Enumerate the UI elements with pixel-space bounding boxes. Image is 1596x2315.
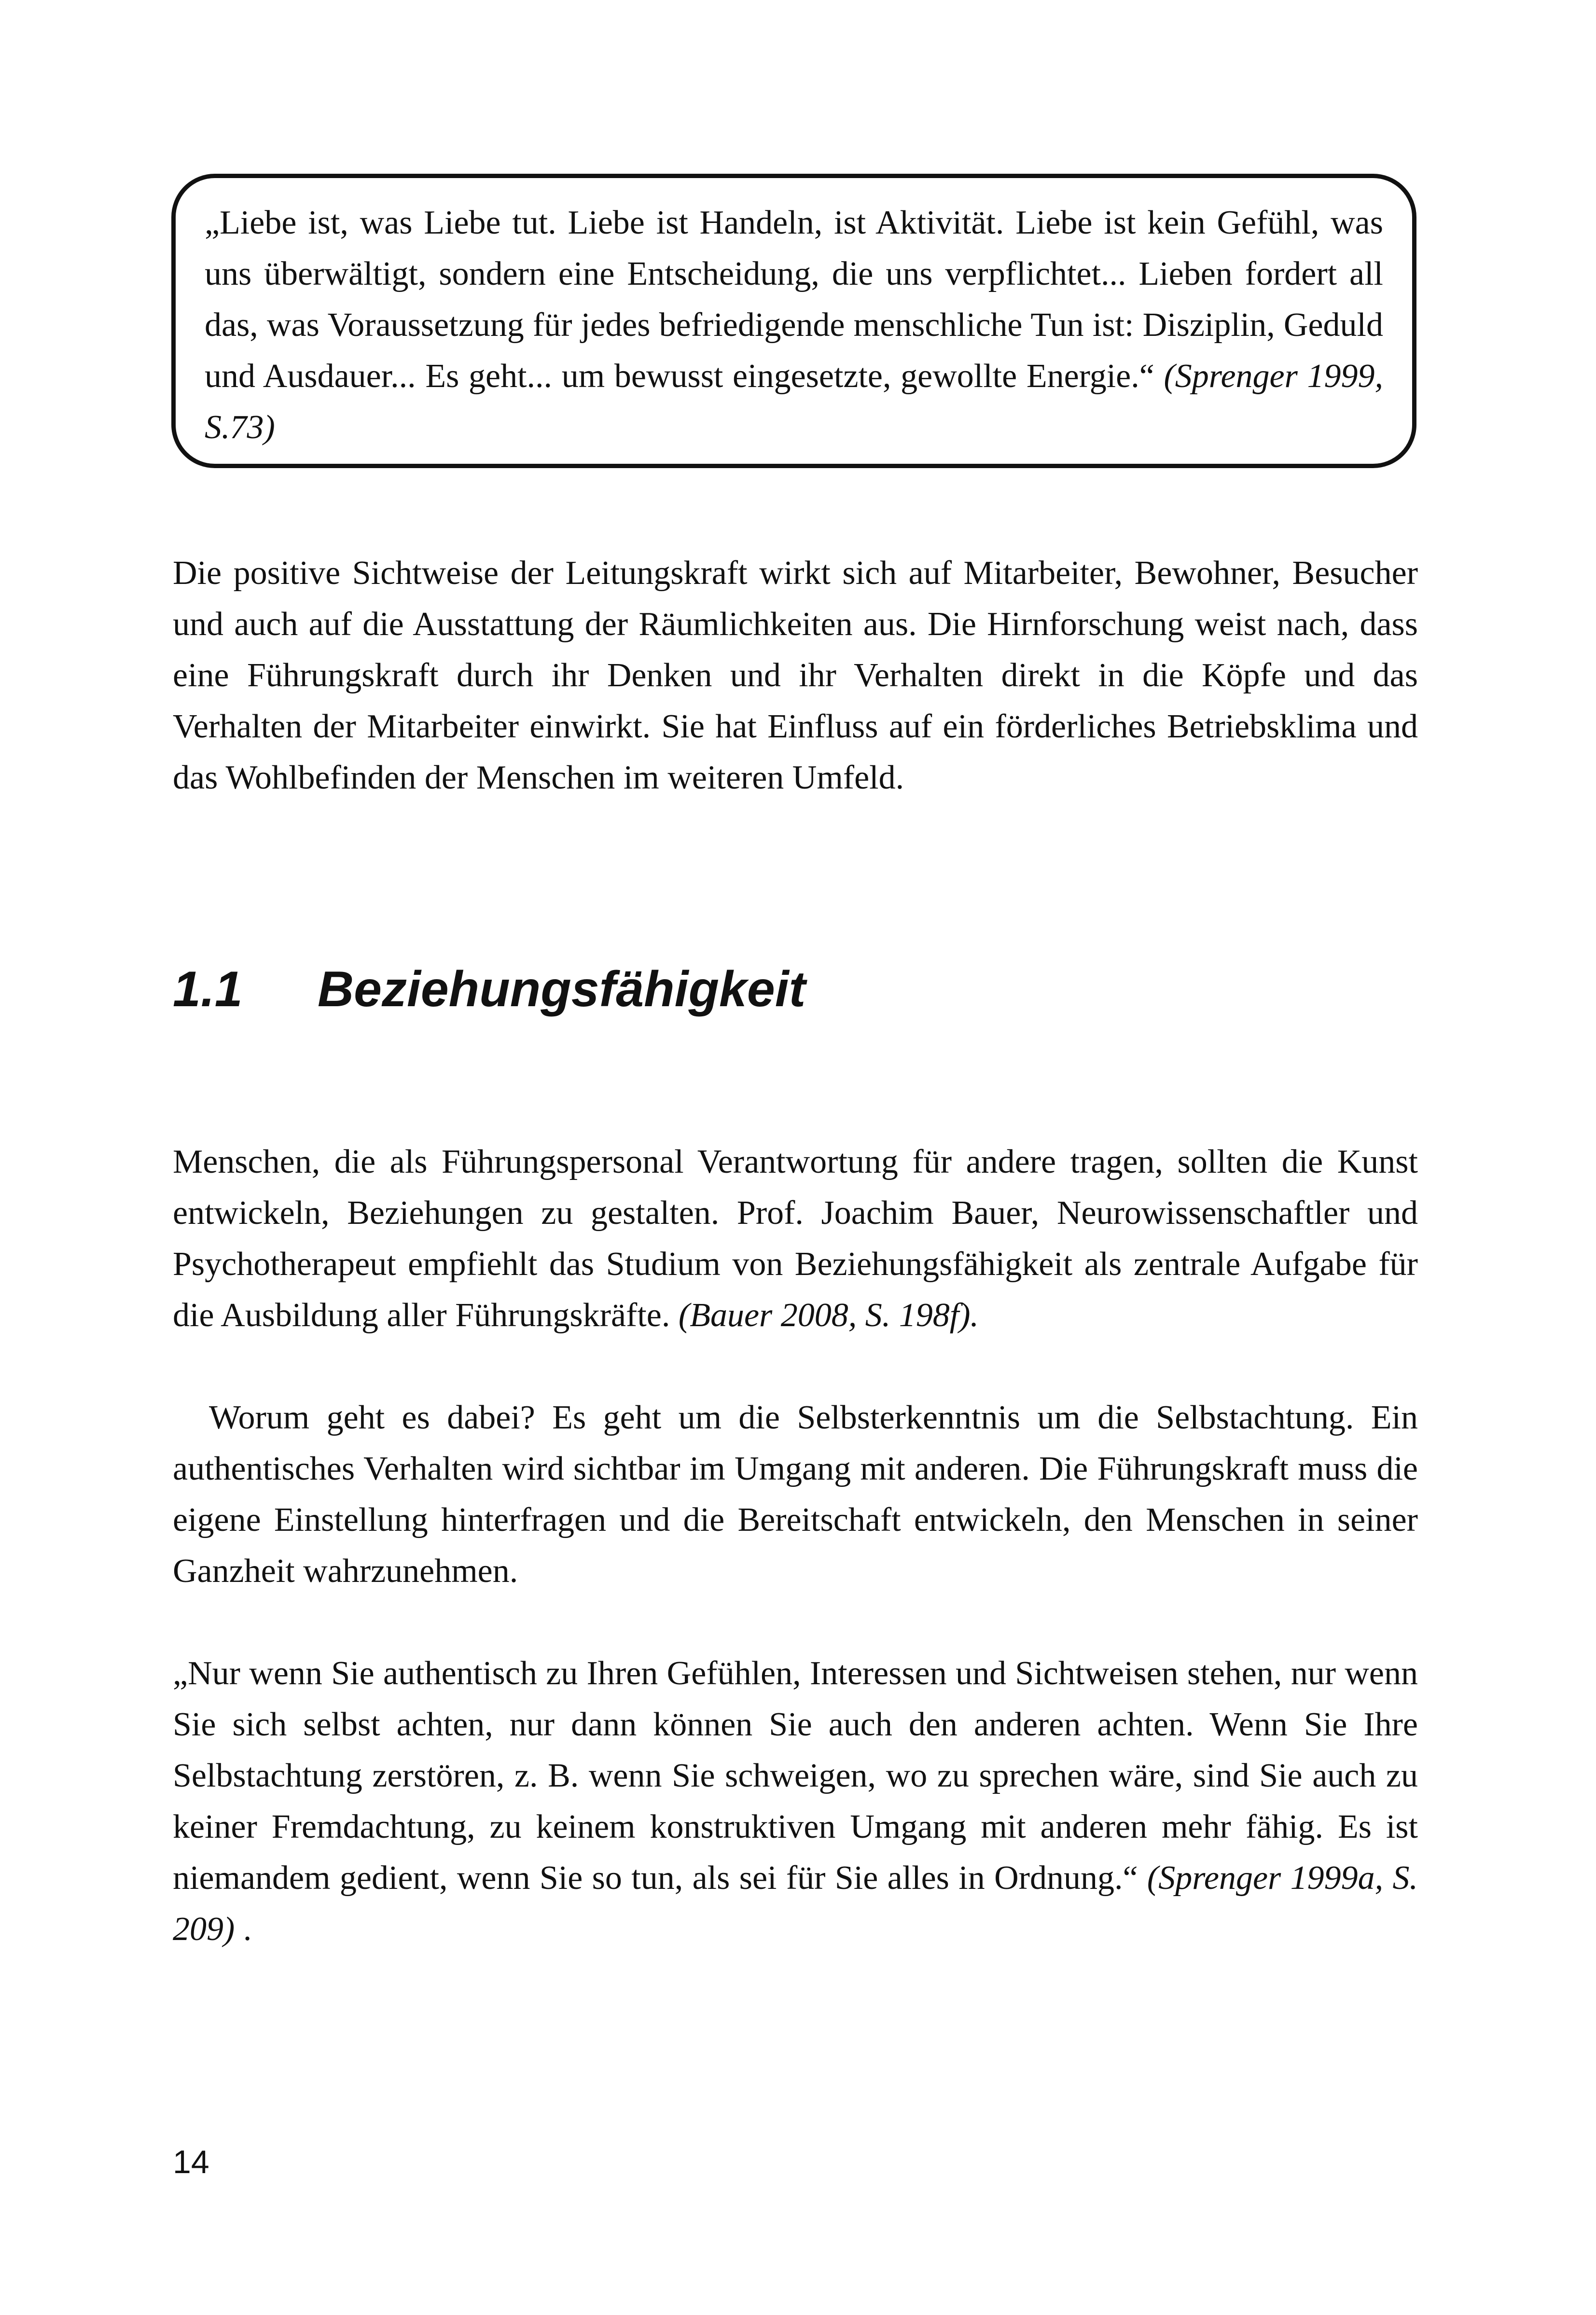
quote-box bbox=[171, 174, 1416, 468]
section-heading bbox=[173, 958, 805, 1021]
paragraph-relationship-skills bbox=[173, 1137, 1418, 1341]
quote-box-paragraph bbox=[205, 197, 1383, 453]
quote-box-citation: (Sprenger 1999, S.73) bbox=[205, 358, 1384, 446]
quote-authenticity-text: „Nur wenn Sie authentisch zu Ihren Gefühlen, Interessen und Sichtweisen stehen, nur wenn Sie sich selbst achten, nur dann können Sie auch den anderen achten. Wenn Sie Ihre Selbstachtung zerstören, z. B. wenn Sie schweigen, wo zu sprechen wäre, sind Sie auch zu keiner Fremdachtung, zu keinem konstruktiven Umgang mit anderen mehr fähig. Es ist niemandem gedient, wenn Sie so tun, als sei für Sie alles in Ordnung.“ bbox=[173, 1655, 1418, 1897]
paragraph-self-awareness: Worum geht es dabei? Es geht um die Selbsterkenntnis um die Selbstachtung. Ein authentisches Verhalten wird sichtbar im Umgang mit anderen. Die Führungskraft muss die eigene Einstellung hinterfragen und die Bereitschaft entwickeln, den Menschen in seiner Ganzheit wahrzunehmen. bbox=[173, 1399, 1418, 1590]
paragraph-relationship-skills-text: Menschen, die als Führungspersonal Verantwortung für andere tragen, sollten die Kunst entwickeln, Beziehungen zu gestalten. Prof. Joachim Bauer, Neurowissenschaftler und Psychotherapeut empfiehlt das Studium von Beziehungsfähigkeit als zentrale Aufgabe für die Ausbildung aller Führungskräfte. bbox=[173, 1143, 1418, 1334]
quote-box-text: „Liebe ist, was Liebe tut. Liebe ist Handeln, ist Aktivität. Liebe ist kein Gefühl, was uns überwältigt, sondern eine Entscheidung, die uns verpflichtet... Lieben fordert all das, was Voraussetzung für jedes befriedigende menschliche Tun ist: Disziplin, Geduld und Ausdauer... Es geht... um bewusst eingesetzte, gewollte Energie.“ bbox=[205, 204, 1383, 395]
page-number: 14 bbox=[173, 2144, 209, 2180]
section-number: 1.1 bbox=[173, 961, 243, 1017]
quote-authenticity-trailing: . bbox=[235, 1911, 252, 1948]
quote-authenticity bbox=[173, 1648, 1418, 1955]
quote-authenticity-citation: (Sprenger 1999a, S. 209) bbox=[173, 1859, 1418, 1948]
paragraph-leadership-perspective: Die positive Sichtweise der Leitungskraft wirkt sich auf Mitarbeiter, Bewohner, Besucher und auch auf die Ausstattung der Räumlichkeiten aus. Die Hirnforschung weist nach, dass eine Führungskraft durch ihr Denken und ihr Verhalten direkt in die Köpfe und das Verhalten der Mitarbeiter einwirkt. Sie hat Einfluss auf ein förderliches Betriebsklima und das Wohlbefinden der Menschen im weiteren Umfeld. bbox=[173, 554, 1418, 796]
paragraph-relationship-skills-citation: (Bauer 2008, S. 198f). bbox=[678, 1297, 979, 1334]
section-title: Beziehungsfähigkeit bbox=[318, 961, 806, 1017]
